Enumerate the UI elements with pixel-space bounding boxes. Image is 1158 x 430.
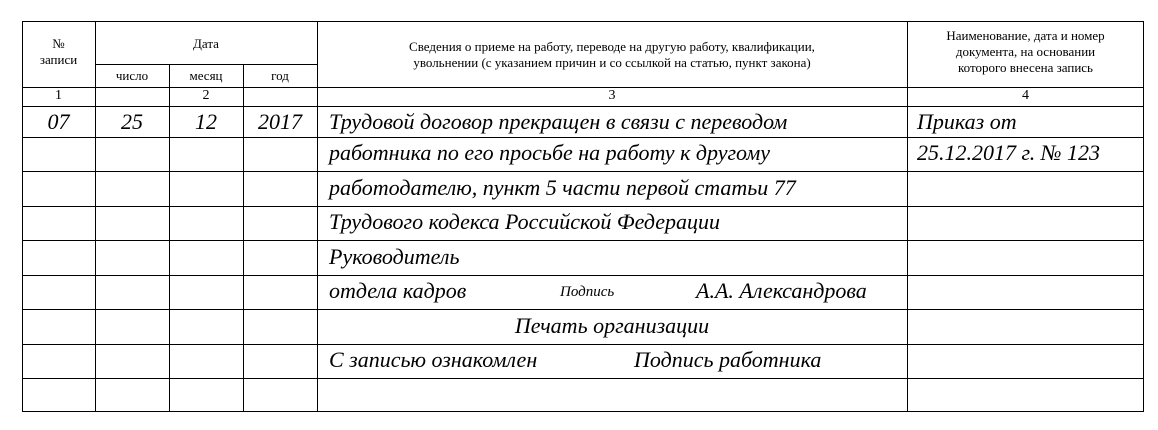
col-number-4: 4 (1022, 88, 1029, 103)
entry-year: 2017 (258, 109, 302, 134)
employee-signature: Подпись работника (634, 347, 822, 372)
signer-name: А.А. Александрова (696, 278, 867, 303)
entry-day: 25 (121, 109, 143, 134)
entry-month: 12 (195, 109, 217, 134)
col-number-3: 3 (608, 88, 616, 103)
info-line-3: работодателю, пункт 5 части первой статьи 77 (329, 175, 796, 200)
header-date: Дата (193, 36, 219, 51)
order-line-2: 25.12.2017 г. № 123 (917, 140, 1101, 165)
header-year: год (271, 68, 289, 83)
header-no-label: записи (39, 52, 78, 67)
col-number-2: 2 (202, 88, 210, 103)
header-no-symbol: № (52, 36, 65, 51)
col-number-1: 1 (55, 88, 62, 103)
info-line-2: работника по его просьбе на работу к другому (329, 140, 771, 165)
info-line-4: Трудового кодекса Российской Федерации (329, 209, 721, 234)
info-line-1: Трудовой договор прекращен в связи с переводом (329, 109, 788, 134)
order-line-1: Приказ от (917, 109, 1017, 134)
info-line-5: Руководитель (329, 244, 460, 269)
header-month: месяц (189, 68, 223, 83)
header-doc-line-2: документа, на основании (955, 44, 1096, 59)
header-doc-line-1: Наименование, дата и номер (946, 28, 1105, 43)
header-day: число (115, 68, 149, 83)
record-number: 07 (47, 109, 70, 134)
info-line-6: отдела кадров (329, 278, 467, 303)
header-info-line-1: Сведения о приеме на работу, переводе на другую работу, квалификации, (409, 39, 815, 54)
header-doc-line-3: которого внесена запись (958, 60, 1093, 75)
organization-stamp: Печать организации (514, 313, 710, 338)
header-info-line-2: увольнении (с указанием причин и со ссылкой на статью, пункт закона) (413, 55, 811, 70)
acknowledged-text: С записью ознакомлен (329, 347, 538, 372)
signature-label: Подпись (560, 284, 615, 300)
